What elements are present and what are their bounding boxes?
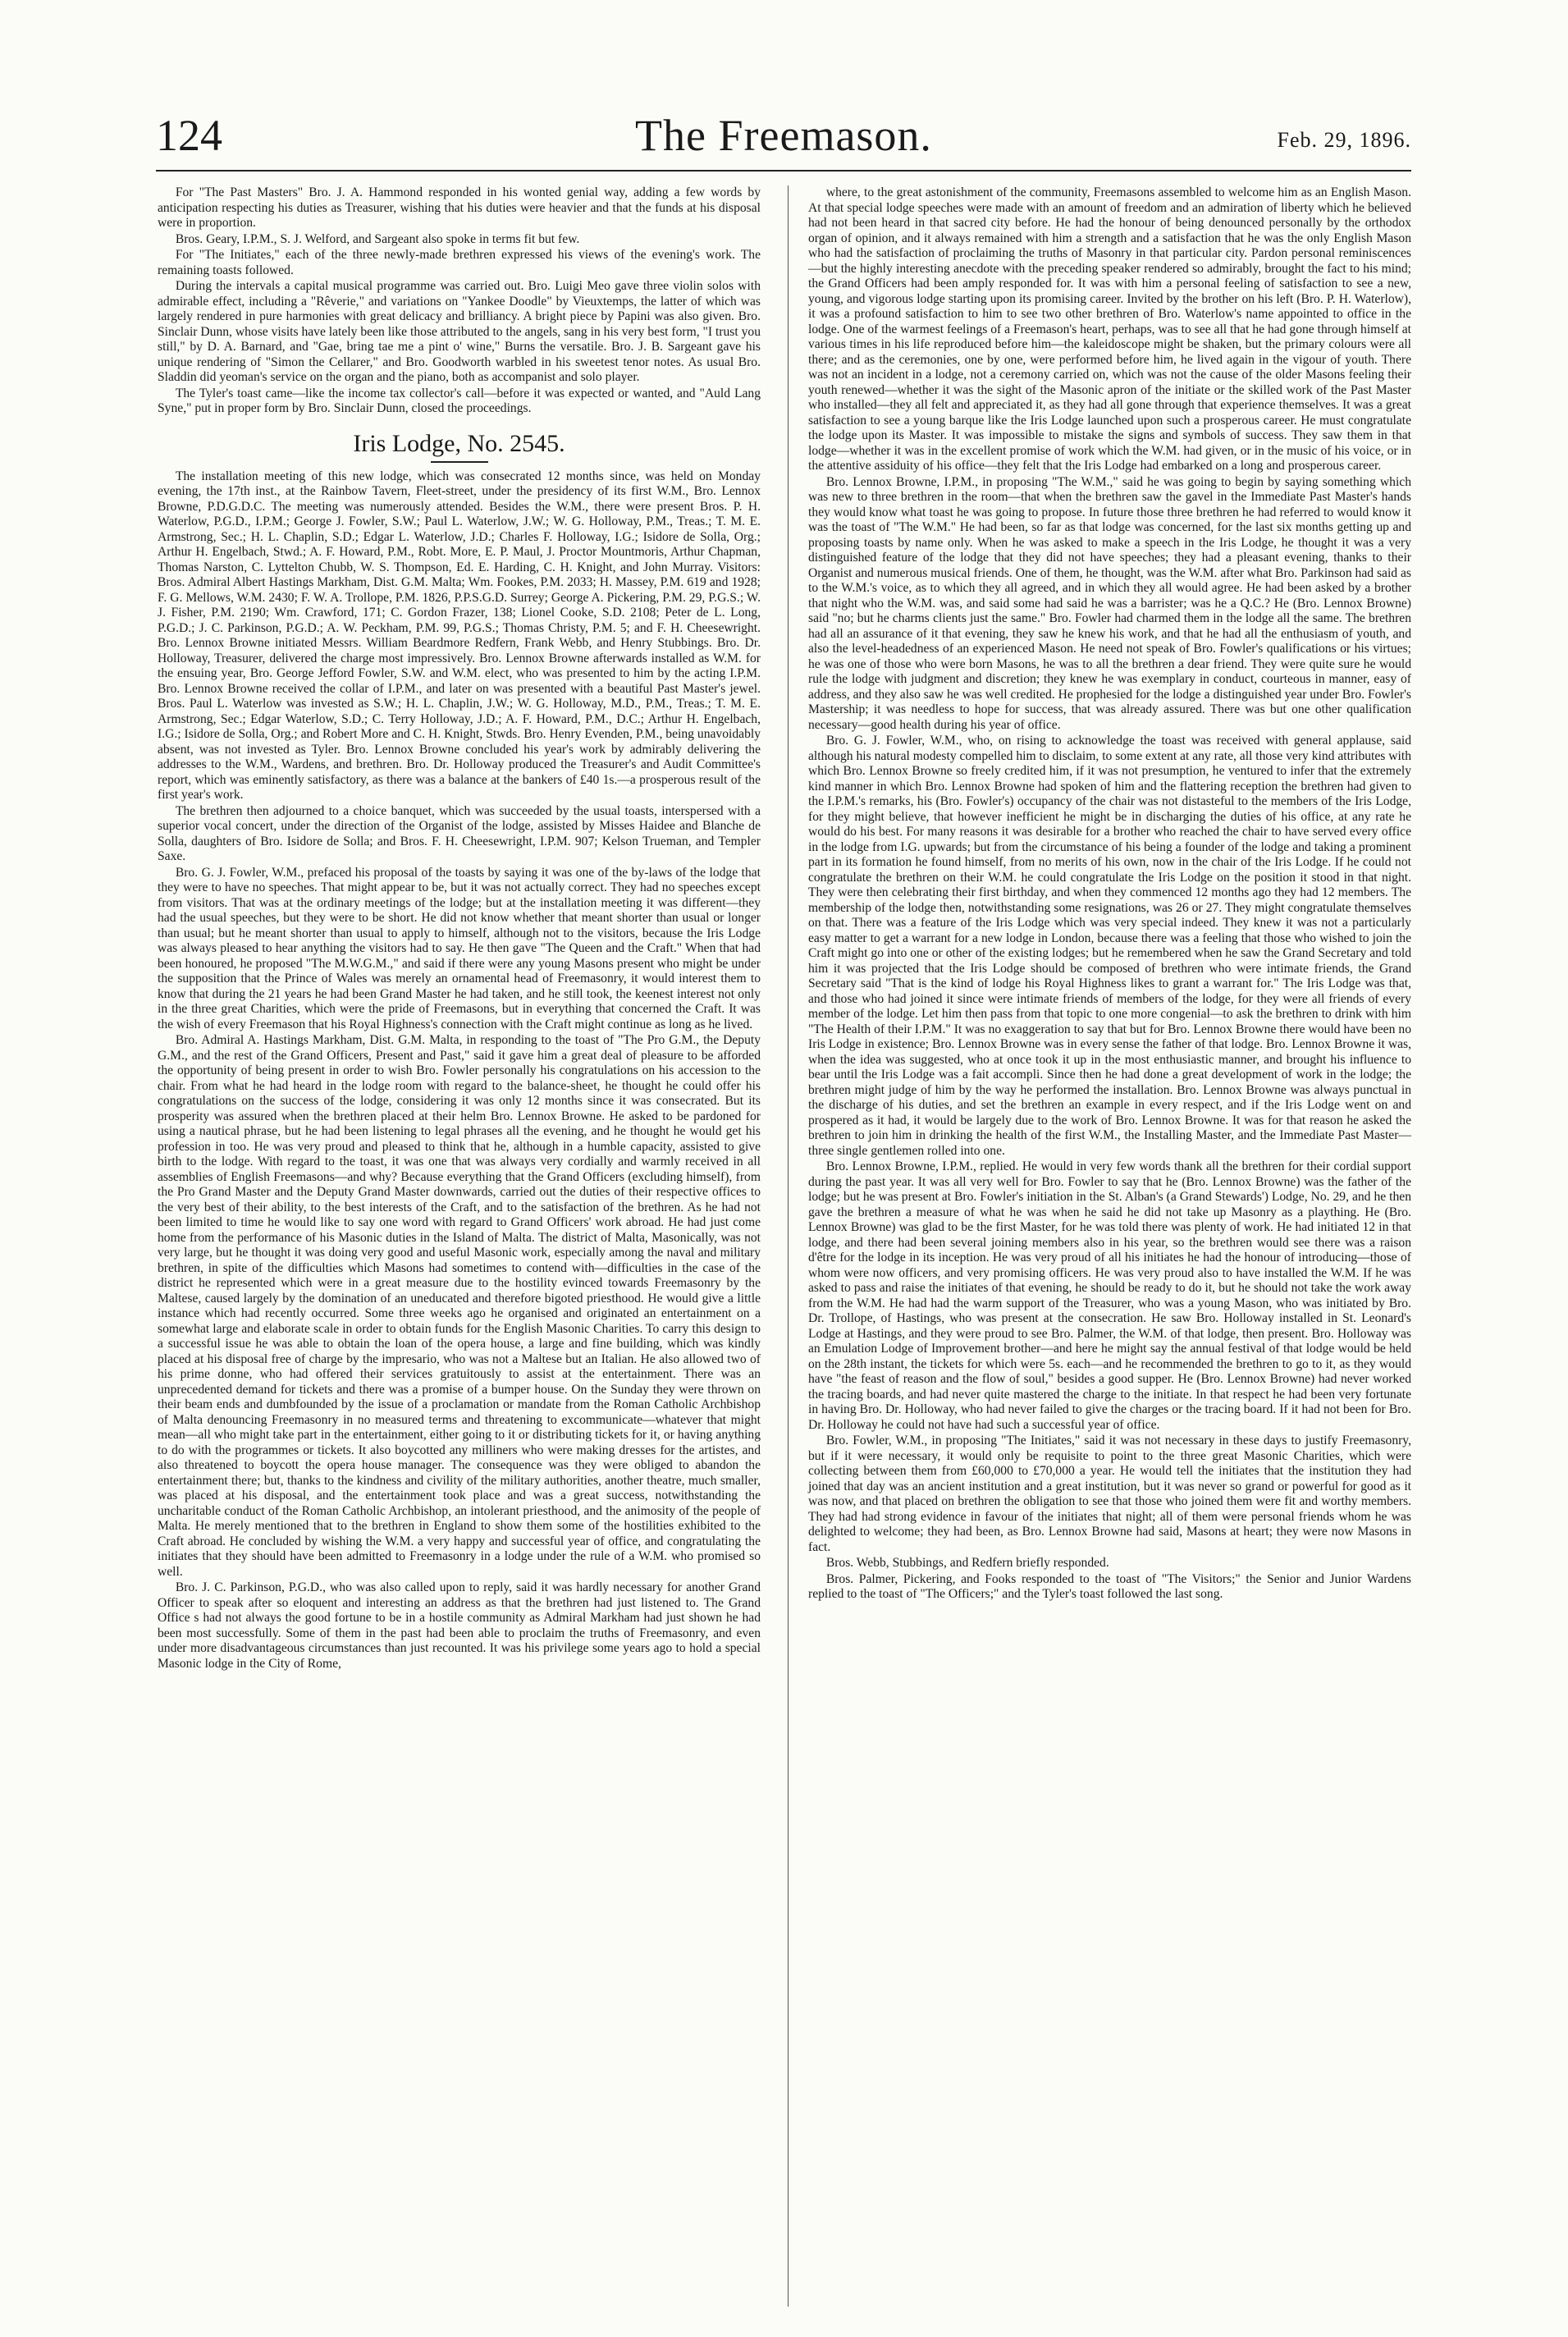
masthead-rule	[156, 170, 1411, 172]
paragraph: where, to the great astonishment of the community, Freemasons assembled to welcome him as an English Mason. At that special lodge speeches were made with an amount of freedom and an admiration of liberty which he believed had not been heard in that sacred city before. He had the honour of being denounced personally by the orthodox organ of opinion, and it always remained with him a strength and a satisfaction that he was the only English Mason who had the satisfaction of proclaiming the truths of Masonry in that particular city. Pardon personal reminiscences—but the highly interesting anecdote with the preceding speaker rendered so admirably, brought the fact to his mind; the Grand Officers had been amply responded for. It was with him a personal feeling of satisfaction to see a new, young, and vigorous lodge starting upon its promising career. Invited by the brother on his left (Bro. P. H. Waterlow), it was a profound satisfaction to him to see two other brethren of Bro. Waterlow's name appointed to office in the lodge. One of the warmest feelings of a Freemason's heart, perhaps, was to see all that he had gone through himself at various times in his life reproduced before him—the kaleidoscope might be shaken, but the primary colours were all there; and as the ceremonies, one by one, were performed before him, he lived again in the vigour of youth. There was not an incident in a lodge, not a ceremony carried on, which was not the cause of the older Masons feeling their youth renewed—whether it was the sight of the Masonic apron of the initiate or the skilled work of the Past Master who installed—they all felt and appreciated it, as they had all gone through that experience themselves. It was a great satisfaction to see a young barque like the Iris Lodge launched upon such a prosperous career. He must congratulate the lodge upon its Master. It was impossible to mistake the signs and symbols of success. They saw them in that lodge—whether it was in the excellent promise of work which the W.M. had given, or in the music of his voice, or in the attentive assiduity of his office—they felt that the Iris Lodge had embarked on a long and prosperous career.	[808, 185, 1411, 473]
paragraph: Bros. Geary, I.P.M., S. J. Welford, and Sargeant also spoke in terms fit but few.	[175, 231, 580, 246]
right-column	[808, 185, 1411, 1603]
masthead	[156, 113, 1411, 171]
paragraph: For "The Initiates," each of the three newly-made brethren expressed his views of the evening's work. The remaining toasts followed.	[158, 248, 761, 277]
paragraph: The brethren then adjourned to a choice banquet, which was succeeded by the usual toasts, interspersed with a superior vocal concert, under the direction of the Organist of the lodge, assisted by Misses Haidee and Blanche de Solla, daughters of Bro. Isidore de Solla; and Bros. F. H. Cheesewright, I.P.M. 907; Kelson Trueman, and Templer Saxe.	[158, 803, 761, 863]
column-divider	[788, 185, 789, 2307]
heading-rule	[431, 461, 488, 463]
paragraph: Bro. G. J. Fowler, W.M., prefaced his proposal of the toasts by saying it was one of the by-laws of the lodge that they were to have no speeches. That might appear to be, but it was not actually correct. They had no speeches except from visitors. That was at the ordinary meetings of the lodge; but at the installation meeting it was different—they had the usual speeches, but they were to be short. He did not know whether that meant shorter than usual or longer than usual; but he meant shorter than usual to apply to himself, although not to the visitors, because the Iris Lodge was always pleased to hear anything the visitors had to say. He then gave "The Queen and the Craft." When that had been honoured, he proposed "The M.W.G.M.," and said if there were any young Masons present who might be under the supposition that the Prince of Wales was merely an ornamental head of Freemasonry, it would interest them to know that during the 21 years he had been Grand Master he had taken, and he still took, the keenest interest not only in the three great Charities, which were the pride of Freemasons, but in everything that concerned the Craft. It was the wish of every Freemason that his Royal Highness's connection with the Craft might continue as long as he lived.	[158, 865, 761, 1031]
paragraph: For "The Past Masters" Bro. J. A. Hammond responded in his wonted genial way, adding a few words by anticipation respecting his duties as Treasurer, wishing that his duties were heavier and that the funds at his disposal were in proportion.	[158, 185, 761, 230]
paragraph: Bro. J. C. Parkinson, P.G.D., who was also called upon to reply, said it was hardly necessary for another Grand Officer to speak after so eloquent and interesting an address as that the brethren had just listened to. The Grand Office s had not always the good fortune to be in a hostile community as Admiral Markham had just shown he had been most successfully. Some of them in the past had been able to proclaim the truths of Freemasonry, and even under more disadvantageous circumstances than just recounted. It was his privilege some years ago to hold a special Masonic lodge in the City of Rome,	[158, 1580, 761, 1671]
paragraph: Bro. Lennox Browne, I.P.M., replied. He would in very few words thank all the brethren for their cordial support during the past year. It was all very well for Bro. Fowler to say that he (Bro. Lennox Browne) was the father of the lodge; but he was present at Bro. Fowler's initiation in the St. Alban's (a Grand Stewards') Lodge, No. 29, and he then gave the brethren a measure of what he was when he said he did not take up Masonry as a plaything. He (Bro. Lennox Browne) was glad to be the first Master, for he was told there was plenty of work. He had initiated 12 in that lodge, and there had been several joining members also in his year, so the brethren would see there was a raison d'être for the lodge in its inception. He was very proud of all his initiates he had the honour of introducing—those of whom were now officers, and very promising officers. He was very proud also to have installed the W.M. If he was asked to pass and raise the initiates of that evening, he should be ready to do it, but he should not take the work away from the W.M. He had had the warm support of the Treasurer, who was a young Mason, who was initiated by Bro. Dr. Trollope, of Hastings, who was present at the consecration. He saw Bro. Holloway installed in St. Leonard's Lodge at Hastings, and they were proud to see Bro. Palmer, the W.M. of that lodge, then present. Bro. Holloway was an Emulation Lodge of Improvement brother—and here he might say the annual festival of that lodge would be held on the 28th instant, the tickets for which were 5s. each—and he recommended the brethren to go to it, as they would have "the feast of reason and the flow of soul," besides a good supper. He (Bro. Lennox Browne) had never worked the tracing boards, and had never quite mastered the charge to the initiate. In that respect he had been very fortunate in having Bro. Dr. Holloway, who had never failed to give the charges or the tracing board. If it had not been for Bro. Dr. Holloway he could not have had such a successful year of office.	[808, 1159, 1411, 1432]
paragraph: During the intervals a capital musical programme was carried out. Bro. Luigi Meo gave three violin solos with admirable effect, including a "Rêverie," and variations on "Yankee Doodle" by Vieuxtemps, the latter of which was largely rendered in pure harmonies with great delicacy and brilliancy. A bright piece by Papini was also given. Bro. Sinclair Dunn, whose visits have lately been like those attributed to the angels, sang in his very best form, "I trust you still," by D. A. Barnard, and "Gae, bring tae me a pint o' wine," Burns the versatile. Bro. J. B. Sargeant gave his unique rendering of "Simon the Cellarer," and Bro. Goodworth warbled in his sweetest tenor notes. As usual Bro. Sladdin did yeoman's service on the organ and the piano, both as accompanist and solo player.	[158, 279, 761, 384]
issue-date: Feb. 29, 1896.	[1277, 128, 1411, 152]
paragraph: Bro. Fowler, W.M., in proposing "The Initiates," said it was not necessary in these days to justify Freemasonry, but if it were necessary, it would only be requisite to point to the three great Masonic Charities, which were collecting between them from £60,000 to £70,000 a year. He would tell the initiates that the institution they had joined that day was an ancient institution and a great institution, but it was never so grand or powerful for good as it was now, and that placed on brethren the obligation to see that those who joined them were fit and worthy members. They had had strong evidence in favour of the initiates that night; all of them were personal friends whom he was delighted to welcome; they had been, as Bro. Lennox Browne had said, Masons at heart; they were now Masons in fact.	[808, 1434, 1411, 1554]
paragraph: Bro. Admiral A. Hastings Markham, Dist. G.M. Malta, in responding to the toast of "The Pro G.M., the Deputy G.M., and the rest of the Grand Officers, Present and Past," said it gave him a great deal of pleasure to be afforded the opportunity of being present in order to wish Bro. Fowler personally his congratulations on his accession to the chair. From what he had heard in the lodge room with regard to the balance-sheet, he thought he could offer his congratulations on the success of the lodge, considering it was only 12 months since it was consecrated. But its prosperity was assured when the brethren placed at their helm Bro. Lennox Browne. He asked to be pardoned for using a nautical phrase, but he had been listening to legal phrases all the evening, and he thought he would get his profession in too. He was very proud and pleased to think that he, although in a humble capacity, assisted to give birth to the lodge. With regard to the toast, it was one that was always very cordially and warmly received in all assemblies of English Freemasons—and why? Because everything that the Grand Officers (excluding himself), from the Pro Grand Master and the Deputy Grand Master downwards, carried out the duties of their respective offices to the very best of their ability, to the best interests of the Craft, and to the satisfaction of the brethren. As he had not been limited to time he would like to say one word with regard to Grand Officers' work abroad. He had just come home from the performance of his Masonic duties in the Island of Malta. The district of Malta, Masonically, was not very large, but he thought it was doing very good and useful Masonic work, especially among the naval and military brethren, in spite of the difficulties which Masons had sometimes to contend with—difficulties in the case of the district he represented which were in a great measure due to the hostility evinced towards Freemasonry by the Maltese, caused largely by the domination of an uneducated and therefore bigoted priesthood. He would give a little instance which had recently occurred. Some three weeks ago he organised and originated an entertainment on a somewhat large and elaborate scale in order to obtain funds for the English Masonic Charities. To carry this design to a successful issue he was able to obtain the loan of the opera house, a large and fine building, which was kindly placed at his disposal free of charge by the impresario, who was not a Maltese but an Italian. He also allowed two of his prime donne, who had offered their services gratuitously to assist at the entertainment. There was an unprecedented demand for tickets and there was a promise of a bumper house. On the Sunday they were thrown on their beam ends and dumbfounded by the issue of a proclamation or mandate from the Roman Catholic Archbishop of Malta denouncing Freemasonry in no measured terms and threatening to excommunicate—whatever that might mean—all who might take part in the entertainment, either going to it or distributing tickets for it, or having anything to do with the programmes or tickets. It also boycotted any milliners who were making dresses for the artistes, and also threatened to boycott the opera house manager. The consequence was they were obliged to abandon the entertainment there; but, thanks to the kindness and civility of the military authorities, another theatre, much smaller, was placed at his disposal, and the entertainment took place and was a great success, notwithstanding the uncharitable conduct of the Roman Catholic Archbishop, an intolerant priesthood, and the animosity of the people of Malta. He merely mentioned that to the brethren in England to show them some of the hostilities exhibited to the Craft abroad. He concluded by wishing the W.M. a very happy and successful year of office, and congratulating the initiates that they should have been admitted to Freemasonry in a lodge under the rule of a W.M. who promised so well.	[158, 1033, 761, 1579]
paragraph: Bro. G. J. Fowler, W.M., who, on rising to acknowledge the toast was received with general applause, said although his natural modesty compelled him to disclaim, to some extent at any rate, all those very kind attributes with which Bro. Lennox Browne so freely credited him, if it was not presumption, he ventured to infer that the extremely kind manner in which Bro. Lennox Browne had spoken of him and the flattering reception the brethren had given to the I.P.M.'s remarks, his (Bro. Fowler's) occupancy of the chair was not distasteful to the members of the Iris Lodge, for they might believe, that however inefficient he might be in discharging the duties of his office, at any rate he would do his best. For many reasons it was desirable for a brother who reached the chair to have served every office in the lodge from I.G. upwards; but from the circumstance of his being a founder of the lodge and taking a prominent part in its formation he found himself, from no merits of his own, now in the chair of the Iris Lodge. If he could not congratulate the brethren on their W.M. he could congratulate the Iris Lodge on the position it stood in that night. They were then celebrating their first birthday, and when they commenced 12 months ago they had 12 members. The membership of the lodge then, notwithstanding some resignations, was 26 or 27. They might congratulate themselves on that. There was a feature of the Iris Lodge which was very special indeed. They knew it was not a particularly easy matter to get a warrant for a new lodge in London, because there was a feeling that those who wished to join the Craft might go into one or other of the existing lodges; but he remembered when he saw the Grand Secretary and told him it was projected that the Iris Lodge should be composed of brethren who were intimate friends, the Grand Secretary said "That is the kind of lodge his Royal Highness likes to grant a warrant for." The Iris Lodge was that, and those who had joined it since were intimate friends of members of the lodge, for they were all friends of every member of the lodge. Let him then pass from that topic to one more congenial—to ask the brethren to drink with him "The Health of their I.P.M." It was no exaggeration to say that but for Bro. Lennox Browne there would have been no Iris Lodge in existence; Bro. Lennox Browne was in every sense the father of that lodge. Bro. Lennox Browne it was, when the idea was suggested, who at once took it up in the most enthusiastic manner, and brought his influence to bear until the Iris Lodge was a fait accompli. Since then he had done a great development of work in the lodge; the brethren might judge of him by the way he performed the installation. Bro. Lennox Browne was always punctual in the discharge of his duties, and set the brethren an example in every respect, and if the Iris Lodge went on and prospered as it had, it would be largely due to the work of Bro. Lennox Browne. It was for that reason he asked the brethren to join him in drinking the health of the first W.M., the Installing Master, and the Immediate Past Master—three single gentlemen rolled into one.	[808, 734, 1411, 1158]
section-heading: Iris Lodge, No. 2545.	[353, 429, 565, 457]
paragraph: The installation meeting of this new lodge, which was consecrated 12 months since, was held on Monday evening, the 17th inst., at the Rainbow Tavern, Fleet-street, under the presidency of its first W.M., Bro. Lennox Browne, P.D.G.D.C. The meeting was numerously attended. Besides the W.M., there were present Bros. P. H. Waterlow, P.G.D., I.P.M.; George J. Fowler, S.W.; Paul L. Waterlow, J.W.; W. G. Holloway, P.M., Treas.; T. M. E. Armstrong, Sec.; H. L. Chaplin, S.D.; Edgar L. Waterlow, J.D.; Charles F. Holloway, I.G.; Isidore de Solla, Org.; Arthur H. Engelbach, Stwd.; A. F. Howard, P.M., Robt. More, E. P. Maul, J. Proctor Mountmoris, Arthur Chapman, Thomas Narston, C. Lyttelton Chubb, W. S. Thompson, Ed. E. Harding, C. H. Knight, and John Murray. Visitors: Bros. Admiral Albert Hastings Markham, Dist. G.M. Malta; Wm. Fookes, P.M. 2033; H. Massey, P.M. 619 and 1928; F. G. Mellows, W.M. 2430; F. W. A. Trollope, P.M. 1826, P.P.S.G.D. Surrey; George A. Pickering, P.M. 29, P.G.S.; W. J. Fisher, P.M. 2190; Wm. Crawford, 171; C. Gordon Frazer, 138; Lionel Cooke, S.D. 2108; Peter de L. Long, P.G.D.; J. C. Parkinson, P.G.D.; A. W. Peckham, P.M. 99, P.G.S.; Thomas Christy, P.M. 5; and F. H. Cheesewright. Bro. Lennox Browne initiated Messrs. William Beardmore Redfern, Frank Webb, and Henry Stubbings. Bro. Dr. Holloway, Treasurer, delivered the charge most impressively. Bro. Lennox Browne afterwards installed as W.M. for the ensuing year, Bro. George Jefford Fowler, S.W. and W.M. elect, who was presented to him by the acting I.P.M. Bro. Lennox Browne received the collar of I.P.M., and later on was presented with a beautiful Past Master's jewel. Bros. Paul L. Waterlow was invested as S.W.; H. L. Chaplin, J.W.; W. G. Holloway, M.D., P.M., Treas.; T. M. E. Armstrong, Sec.; Edgar Waterlow, S.D.; C. Terry Holloway, J.D.; A. F. Howard, P.M., D.C.; Arthur H. Engelbach, I.G.; Isidore de Solla, Org.; and Robert More and C. H. Knight, Stwds. Bro. Henry Evenden, P.M., being unavoidably absent, was not invested as Tyler. Bro. Lennox Browne concluded his year's work by admirably delivering the addresses to the W.M., Wardens, and brethren. Bro. Dr. Holloway produced the Treasurer's and Audit Committee's report, which was eminently satisfactory, as there was a balance at the bankers of £40 1s.—a prosperous result of the first year's work.	[158, 469, 761, 802]
paragraph: Bros. Palmer, Pickering, and Fooks responded to the toast of "The Visitors;" the Senior and Junior Wardens replied to the toast of "The Officers;" and the Tyler's toast followed the last song.	[808, 1571, 1411, 1601]
left-column	[158, 185, 761, 1672]
paragraph: Bro. Lennox Browne, I.P.M., in proposing "The W.M.," said he was going to begin by saying something which was new to three brethren in the room—that when the brethren saw the gavel in the Immediate Past Master's hands they would know what toast he was going to propose. In future those three brethren he had referred to would know it was the toast of "The W.M." He had been, so far as that lodge was concerned, for the last six months getting up and proposing toasts by name only. When he was asked to make a speech in the Iris Lodge, he thought it was a very distinguished feature of the lodge that they did not have speeches; they had a pleasant evening, thanks to their Organist and numerous musical friends. One of them, he thought, was the W.M. after what Bro. Parkinson had said as to the W.M.'s voice, as to which they all agreed, and in which they all would agree. He had been asked by a brother that night who the W.M. was, and said some had said he was a barrister; was he a Q.C.? He (Bro. Lennox Browne) said "no; but he charms clients just the same." Bro. Fowler had charmed them in the lodge all the same. The brethren had all an assurance of it that evening, they saw he knew his work, and that he had all the enthusiasm of youth, and also the level-headedness of an experienced Mason. He need not speak of Bro. Fowler's qualifications or his virtues; he was one of those who were born Masons, he was to all the brethren a dear friend. They were quite sure he would rule the lodge with judgment and discretion; they knew he was exemplary in conduct, courteous in manner, easy of address, and they also saw he was well credited. He prophesied for the lodge a distinguished year under Bro. Fowler's Mastership; it was needless to hope for success, that was already assured. There was but one other qualification necessary—good health during his year of office.	[808, 474, 1411, 732]
paragraph: The Tyler's toast came—like the income tax collector's call—before it was expected or wanted, and "Auld Lang Syne," put in proper form by Bro. Sinclair Dunn, closed the proceedings.	[158, 386, 761, 415]
journal-title: The Freemason.	[635, 111, 932, 160]
paragraph: Bros. Webb, Stubbings, and Redfern briefly responded.	[825, 1556, 1109, 1570]
page-number: 124	[156, 111, 222, 160]
